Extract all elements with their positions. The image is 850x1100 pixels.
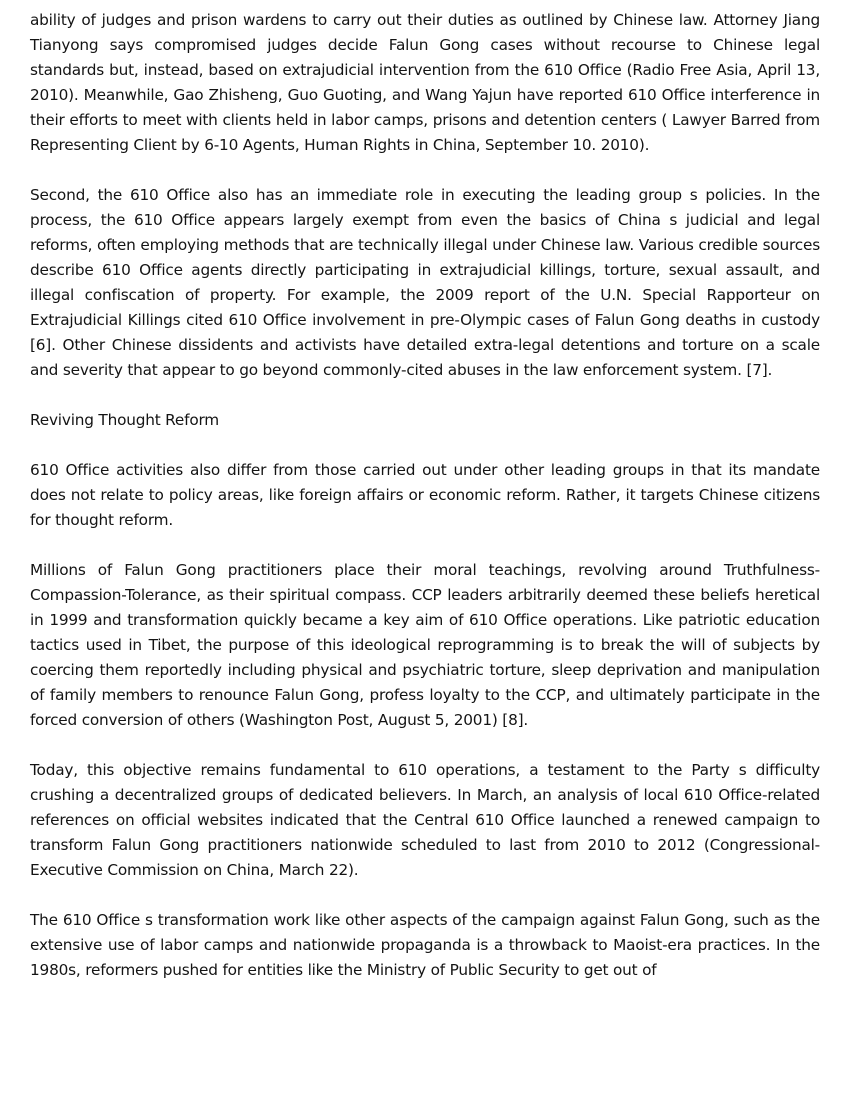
paragraph-today-objective: Today, this objective remains fundamental to 610 operations, a testament to the Party s difficulty crushing a decentralized groups of dedicated believers. In March, an analysis of local 610 Office-related references on official websites indicated that the Central 610 Office launched a renewed campaign to transform Falun Gong practitioners nationwide scheduled to last from 2010 to 2012 (Congressional-Executive Commission on China, March 22).	[30, 761, 820, 879]
document-page	[30, 8, 820, 1008]
paragraph-thought-reform-mandate: 610 Office activities also differ from those carried out under other leading groups in that its mandate does not relate to policy areas, like foreign affairs or economic reform. Rather, it targets Chinese citizens for thought reform.	[30, 461, 820, 529]
paragraph-falun-gong-practitioners: Millions of Falun Gong practitioners place their moral teachings, revolving around Truthfulness-Compassion-Tolerance, as their spiritual compass. CCP leaders arbitrarily deemed these beliefs heretical in 1999 and transformation quickly became a key aim of 610 Office operations. Like patriotic education tactics used in Tibet, the purpose of this ideological reprogramming is to break the will of subjects by coercing them reportedly including physical and psychiatric torture, sleep deprivation and manipulation of family members to renounce Falun Gong, profess loyalty to the CCP, and ultimately participate in the forced conversion of others (Washington Post, August 5, 2001) [8].	[30, 561, 820, 729]
section-heading: Reviving Thought Reform	[30, 411, 220, 429]
paragraph-judicial-interference: ability of judges and prison wardens to carry out their duties as outlined by Chinese law. Attorney Jiang Tianyong says compromised judges decide Falun Gong cases without recourse to Chinese legal standards but, instead, based on extrajudicial intervention from the 610 Office (Radio Free Asia, April 13, 2010). Meanwhile, Gao Zhisheng, Guo Guoting, and Wang Yajun have reported 610 Office interference in their efforts to meet with clients held in labor camps, prisons and detention centers ( Lawyer Barred from Representing Client by 6-10 Agents, Human Rights in China, September 10. 2010).	[30, 11, 820, 154]
paragraph-transformation-work: The 610 Office s transformation work like other aspects of the campaign against Falun Gong, such as the extensive use of labor camps and nationwide propaganda is a throwback to Maoist-era practices. In the 1980s, reformers pushed for entities like the Ministry of Public Security to get out of	[30, 911, 820, 979]
paragraph-executing-policies: Second, the 610 Office also has an immediate role in executing the leading group s policies. In the process, the 610 Office appears largely exempt from even the basics of China s judicial and legal reforms, often employing methods that are technically illegal under Chinese law. Various credible sources describe 610 Office agents directly participating in extrajudicial killings, torture, sexual assault, and illegal confiscation of property. For example, the 2009 report of the U.N. Special Rapporteur on Extrajudicial Killings cited 610 Office involvement in pre-Olympic cases of Falun Gong deaths in custody [6]. Other Chinese dissidents and activists have detailed extra-legal detentions and torture on a scale and severity that appear to go beyond commonly-cited abuses in the law enforcement system. [7].	[30, 186, 820, 379]
